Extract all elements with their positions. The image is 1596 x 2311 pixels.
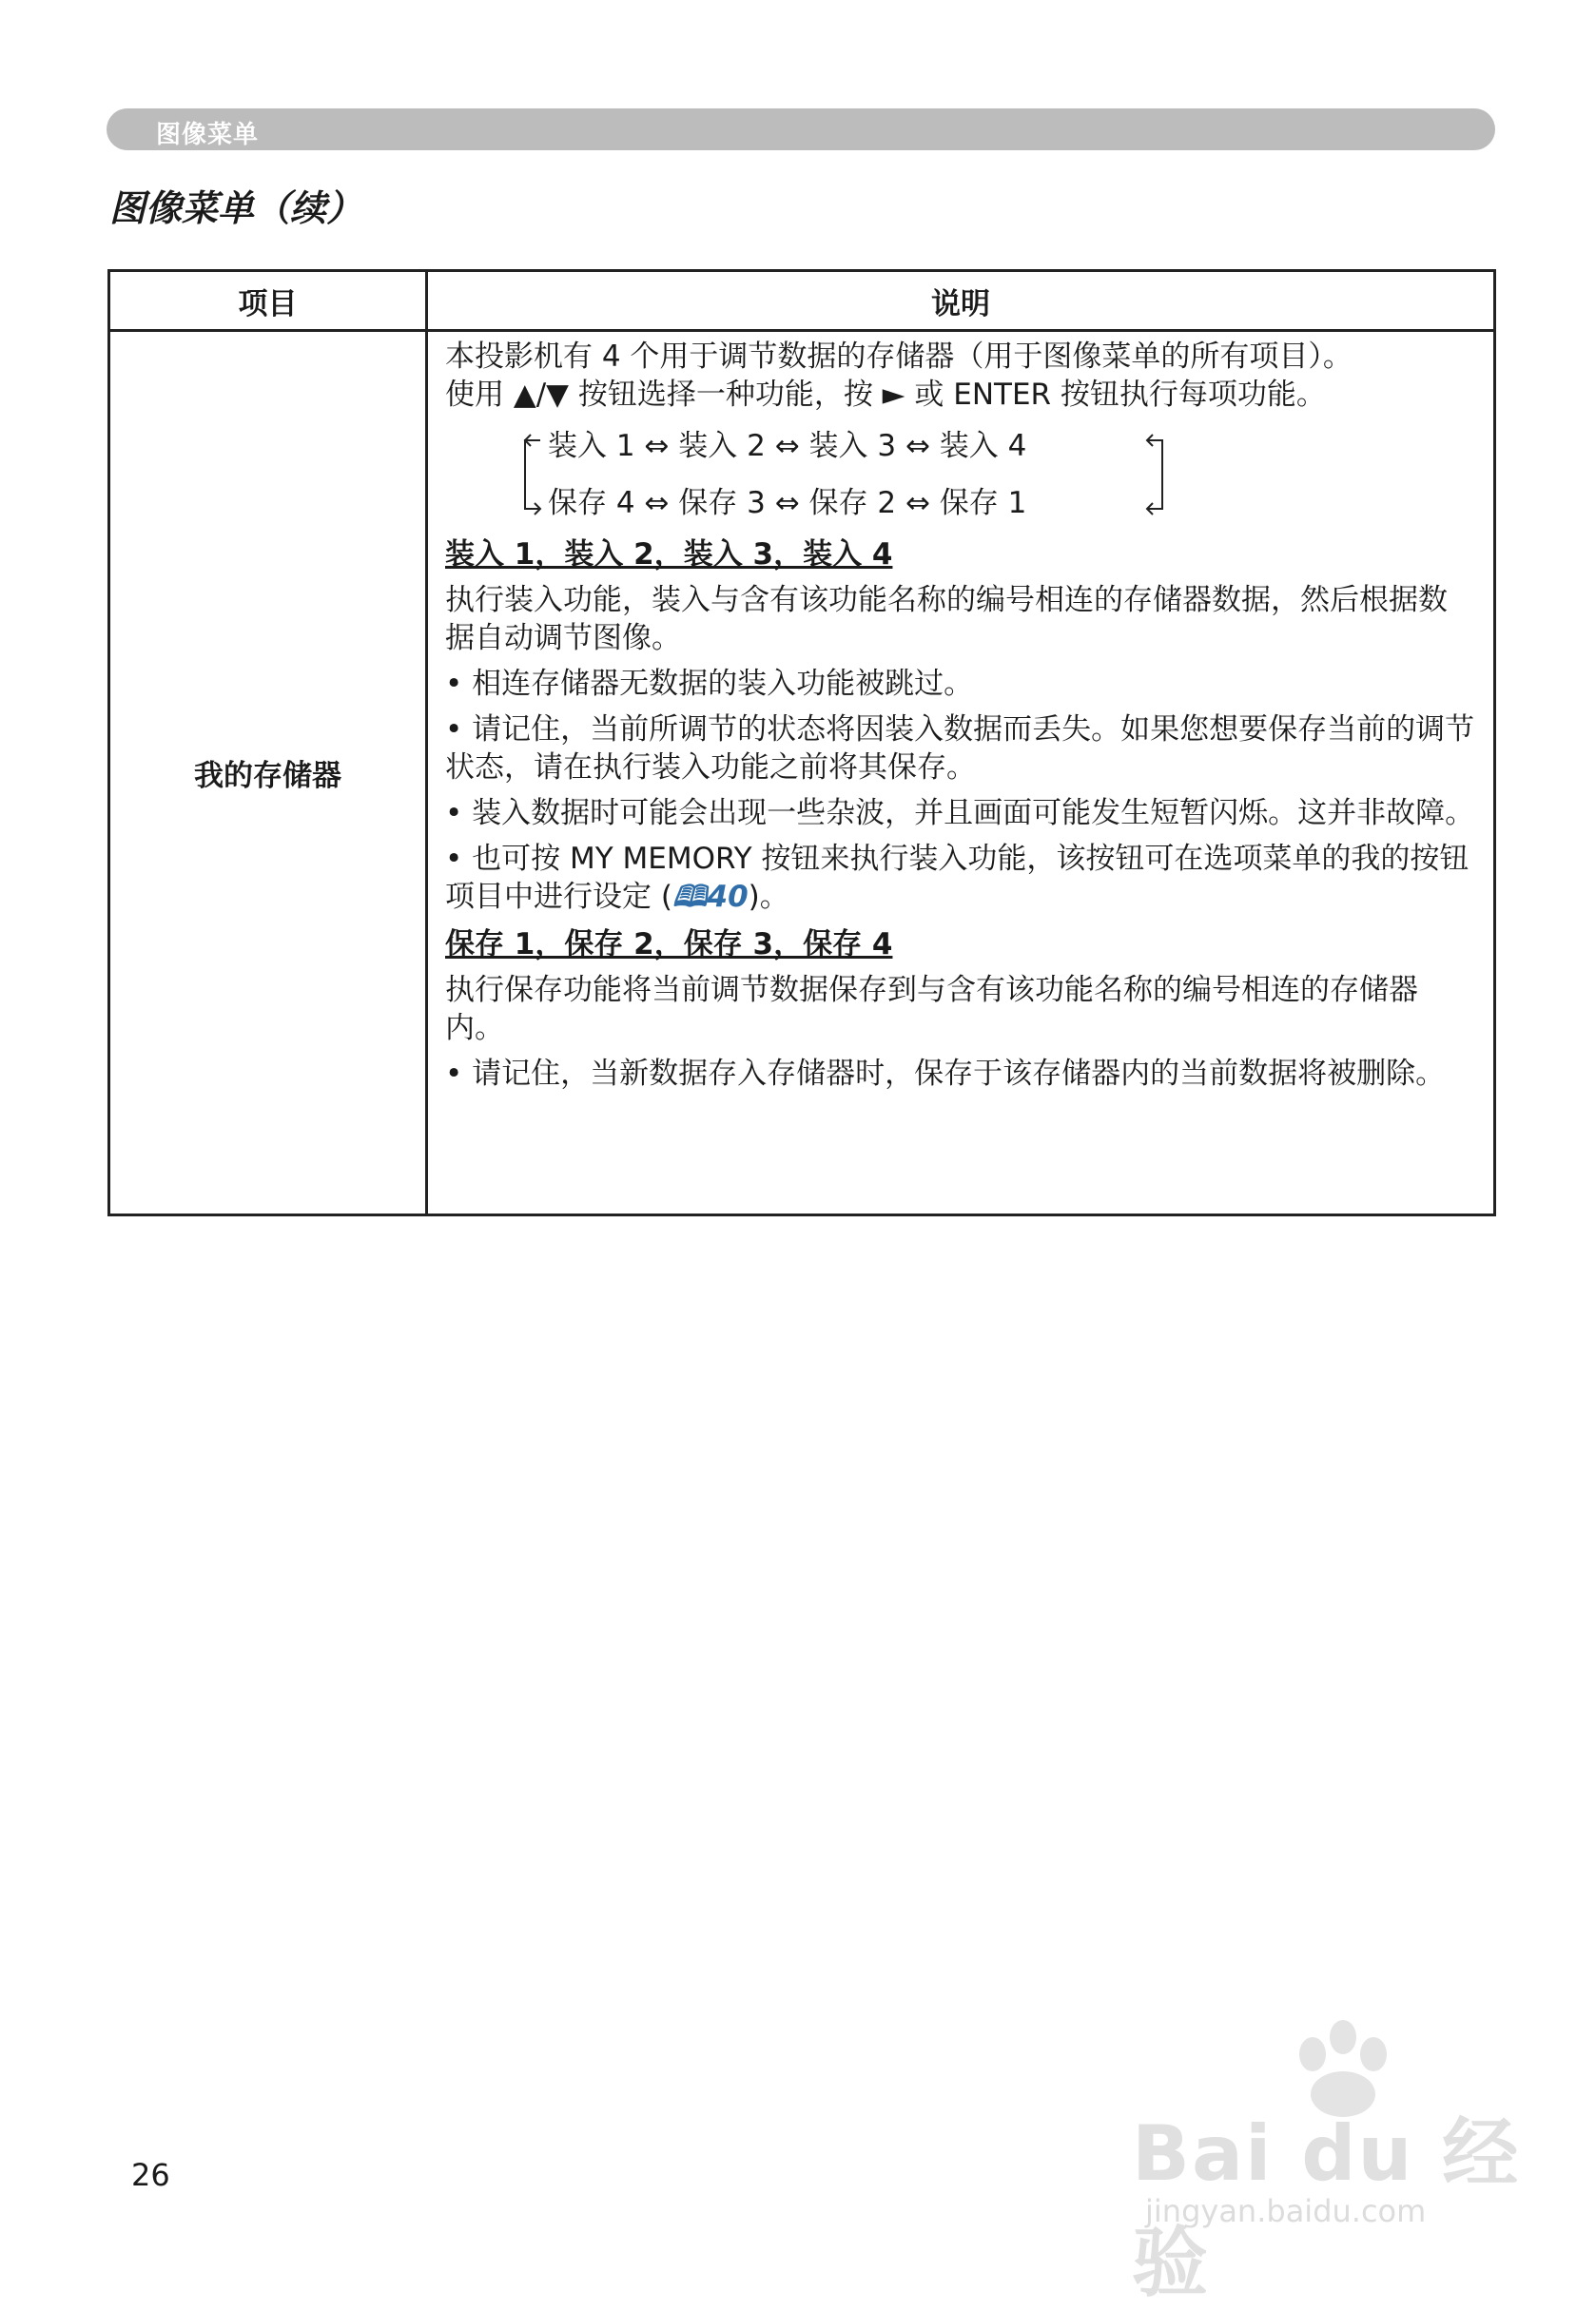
- description-cell: [427, 331, 1495, 1215]
- menu-table: [107, 269, 1496, 1216]
- section-label: 图像菜单: [156, 121, 260, 149]
- table-row: [109, 331, 1495, 1215]
- load-bullet: • 装入数据时可能会出现一些杂波，并且画面可能发生短暂闪烁。这并非故障。: [445, 796, 1475, 830]
- page-number: 26: [131, 2157, 170, 2193]
- save-description: 执行保存功能将当前调节数据保存到与含有该功能名称的编号相连的存储器内。: [445, 973, 1418, 1045]
- cycle-load-row: 装入 1 ⇔ 装入 2 ⇔ 装入 3 ⇔ 装入 4: [548, 429, 1027, 463]
- page-title: 图像菜单（续）: [109, 187, 363, 229]
- book-icon: 🕮: [671, 880, 708, 914]
- watermark-brand: Bai du 经验: [1132, 2109, 1521, 2307]
- column-header-description: 说明: [427, 271, 1495, 331]
- intro-line: 使用 ▲/▼ 按钮选择一种功能，按 ► 或 ENTER 按钮执行每项功能。: [445, 378, 1326, 412]
- load-bullet: • 请记住，当前所调节的状态将因装入数据而丢失。如果您想要保存当前的调节状态，请在执行装入功能之前将其保存。: [445, 712, 1475, 785]
- page-reference-number: 40: [707, 880, 749, 914]
- load-bullet-text: • 也可按 MY MEMORY 按钮来执行装入功能，该按钮可在选项菜单的我的按钮项目中进行设定 (: [445, 842, 1469, 914]
- column-header-item: 项目: [109, 271, 427, 331]
- load-bullet-end: )。: [748, 880, 789, 914]
- baidu-watermark: [1132, 2016, 1531, 2307]
- cycle-save-row: 保存 4 ⇔ 保存 3 ⇔ 保存 2 ⇔ 保存 1: [548, 486, 1027, 520]
- load-bullet: [445, 840, 1476, 916]
- page-reference-link[interactable]: [672, 880, 749, 914]
- save-heading: 保存 1，保存 2，保存 3，保存 4: [445, 927, 893, 961]
- intro-line: 本投影机有 4 个用于调节数据的存储器（用于图像菜单的所有项目）。: [445, 340, 1353, 374]
- item-name: 我的存储器: [109, 331, 427, 1215]
- load-description: 执行装入功能，装入与含有该功能名称的编号相连的存储器数据，然后根据数据自动调节图像。: [445, 583, 1448, 655]
- table-header-row: [109, 271, 1495, 331]
- load-bullet: • 相连存储器无数据的装入功能被跳过。: [445, 667, 974, 701]
- section-header-bar: [107, 108, 1495, 150]
- memory-cycle-diagram: [445, 414, 1476, 532]
- load-heading: 装入 1，装入 2，装入 3，装入 4: [445, 537, 893, 572]
- save-bullet: • 请记住，当新数据存入存储器时，保存于该存储器内的当前数据将被删除。: [445, 1057, 1446, 1091]
- watermark-url: jingyan.baidu.com: [1145, 2193, 1427, 2229]
